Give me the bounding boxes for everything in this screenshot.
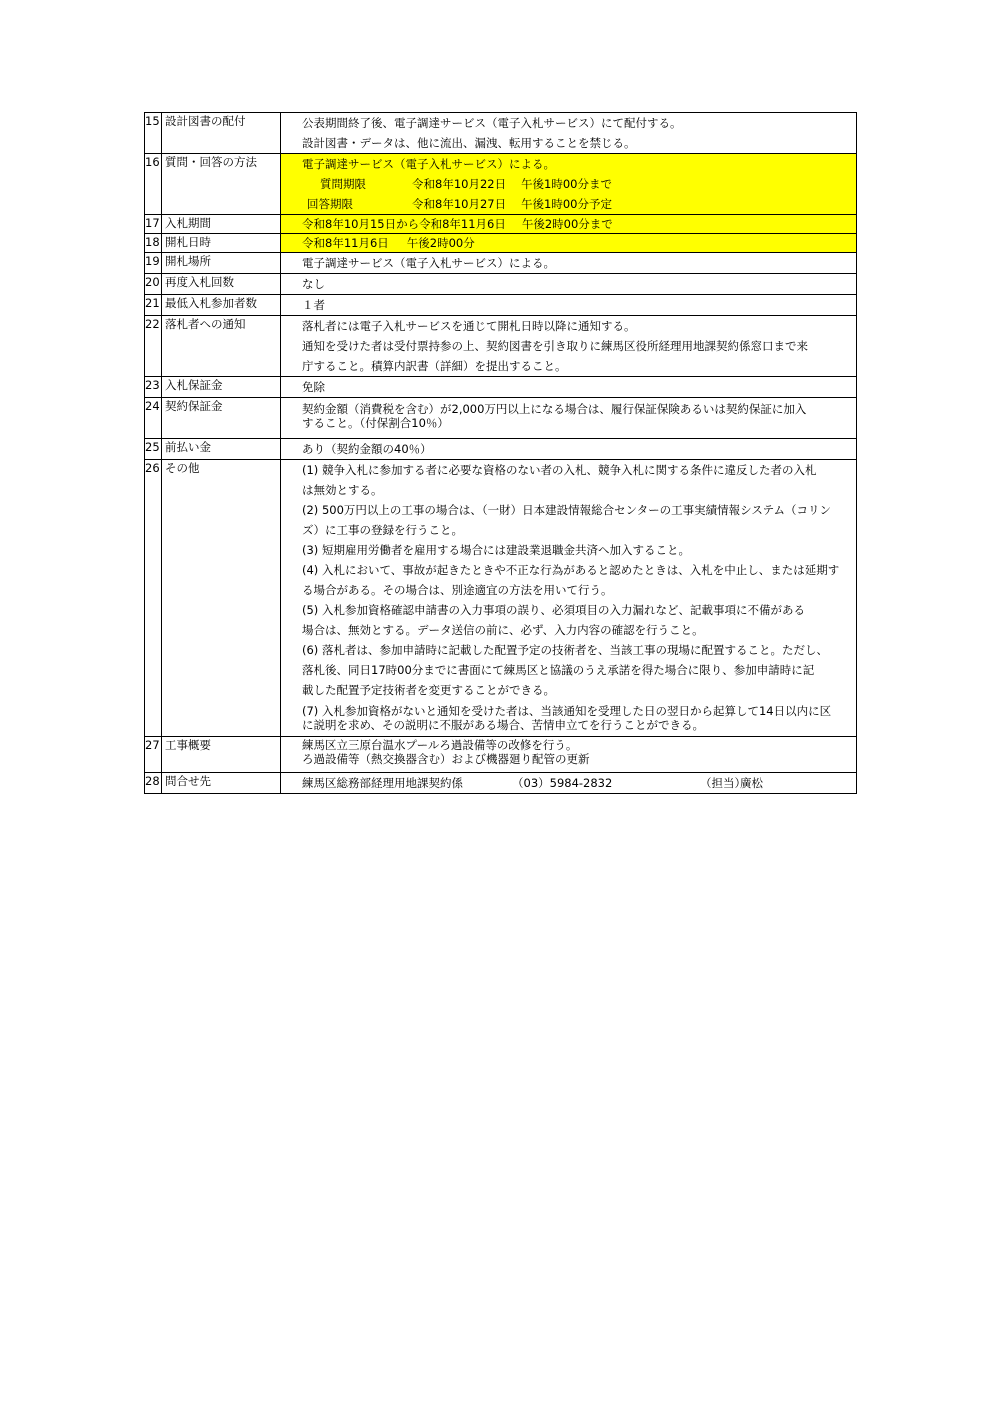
answer-deadline: [302, 194, 852, 214]
item-body: [281, 439, 857, 460]
row-21-min-bidders: [145, 295, 857, 316]
item-body: [281, 773, 857, 794]
item-text: 庁すること。積算内訳書（詳細）を提出すること。: [302, 359, 567, 373]
question-deadline-label: 質問期限: [320, 177, 366, 191]
item-number: 26: [145, 460, 162, 737]
row-17-bid-period: [145, 215, 857, 234]
item-number: 27: [145, 737, 162, 773]
item-text: (3) 短期雇用労働者を雇用する場合には建設業退職金共済へ加入すること。: [302, 543, 690, 557]
item-text: １者: [302, 298, 325, 312]
contact-department: 練馬区総務部経理用地課契約係: [302, 776, 463, 790]
row-27-work-summary: [145, 737, 857, 773]
item-text: (1) 競争入札に参加する者に必要な資格のない者の入札、競争入札に関する条件に違反した者の入札: [302, 463, 817, 477]
item-text: ズ）に工事の登録を行うこと。: [302, 523, 463, 537]
item-number: 15: [145, 113, 162, 154]
item-number: 19: [145, 253, 162, 274]
item-text: 契約金額（消費税を含む）が2,000万円以上になる場合は、履行保証保険あるいは契約保証に加入: [302, 402, 807, 416]
item-text: 電子調達サービス（電子入札サービス）による。: [302, 256, 555, 270]
row-20-rebid-count: [145, 274, 857, 295]
item-label: 工事概要: [162, 737, 281, 773]
answer-deadline-date: 令和8年10月27日: [412, 197, 507, 211]
item-body: [281, 295, 857, 316]
tender-conditions-table: [144, 112, 857, 794]
item-body: [281, 460, 857, 737]
contact-person-label: （担当）: [700, 776, 746, 790]
item-text: 設計図書・データは、他に流出、漏洩、転用することを禁じる。: [302, 136, 636, 150]
item-body: [281, 737, 857, 773]
item-number: 28: [145, 773, 162, 794]
item-number: 20: [145, 274, 162, 295]
item-text: は無効とする。: [302, 483, 383, 497]
contact-person: 廣松: [740, 776, 763, 790]
item-label: 前払い金: [162, 439, 281, 460]
row-26-other: [145, 460, 857, 737]
row-18-opening-datetime: [145, 234, 857, 253]
item-text: 落札者には電子入札サービスを通じて開札日時以降に通知する。: [302, 319, 636, 333]
item-label: その他: [162, 460, 281, 737]
row-15-design-docs: [145, 113, 857, 154]
item-body: [281, 253, 857, 274]
bid-period-range: 令和8年10月15日から令和8年11月6日: [302, 217, 506, 231]
item-text: 免除: [302, 380, 325, 394]
item-text: (5) 入札参加資格確認申請書の入力事項の誤り、必須項目の入力漏れなど、記載事項に不備がある: [302, 603, 805, 617]
item-label: 問合せ先: [162, 773, 281, 794]
opening-time: 午後2時00分: [406, 236, 475, 250]
item-label: 入札期間: [162, 215, 281, 234]
item-text: 落札後、同日17時00分までに書面にて練馬区と協議のうえ承諾を得た場合に限り、参加申請時に記: [302, 663, 815, 677]
item-body: [281, 154, 857, 215]
item-text: すること。（付保割合10％）: [302, 416, 449, 430]
item-text: 通知を受けた者は受付票持参の上、契約図書を引き取りに練馬区役所経理用地課契約係窓口まで来: [302, 339, 808, 353]
answer-deadline-label: 回答期限: [307, 197, 353, 211]
row-28-contact: [145, 773, 857, 794]
item-body: [281, 316, 857, 377]
item-label: 入札保証金: [162, 377, 281, 398]
row-25-advance-payment: [145, 439, 857, 460]
item-text: 載した配置予定技術者を変更することができる。: [302, 683, 555, 697]
question-deadline-date: 令和8年10月22日: [412, 177, 507, 191]
item-body: [281, 398, 857, 439]
item-label: 開札日時: [162, 234, 281, 253]
item-label: 開札場所: [162, 253, 281, 274]
item-body: [281, 377, 857, 398]
item-label: 質問・回答の方法: [162, 154, 281, 215]
item-text: (4) 入札において、事故が起きたときや不正な行為があると認めたときは、入札を中止し、または延期す: [302, 563, 840, 577]
row-22-winner-notice: [145, 316, 857, 377]
item-body: [281, 215, 857, 234]
item-body: [281, 234, 857, 253]
item-number: 17: [145, 215, 162, 234]
question-deadline-time: 午後1時00分まで: [521, 177, 612, 191]
item-label: 再度入札回数: [162, 274, 281, 295]
row-24-performance-bond: [145, 398, 857, 439]
item-text: (2) 500万円以上の工事の場合は、（一財）日本建設情報総合センターの工事実績情報システム（コリン: [302, 503, 832, 517]
item-body: [281, 113, 857, 154]
item-number: 21: [145, 295, 162, 316]
item-text: 場合は、無効とする。データ送信の前に、必ず、入力内容の確認を行うこと。: [302, 623, 704, 637]
item-text: ろ過設備等（熱交換器含む）および機器廻り配管の更新: [302, 752, 590, 766]
question-deadline: [302, 174, 852, 194]
item-body: [281, 274, 857, 295]
item-text: なし: [302, 277, 325, 291]
item-label: 設計図書の配付: [162, 113, 281, 154]
item-text: 電子調達サービス（電子入札サービス）による。: [302, 157, 555, 171]
item-text: 公表期間終了後、電子調達サービス（電子入札サービス）にて配付する。: [302, 116, 682, 130]
item-number: 25: [145, 439, 162, 460]
contact-phone: （03）5984-2832: [512, 776, 613, 790]
item-label: 落札者への通知: [162, 316, 281, 377]
item-number: 23: [145, 377, 162, 398]
item-number: 24: [145, 398, 162, 439]
item-number: 18: [145, 234, 162, 253]
item-label: 最低入札参加者数: [162, 295, 281, 316]
item-number: 22: [145, 316, 162, 377]
item-text: に説明を求め、その説明に不服がある場合、苦情申立てを行うことができる。: [302, 718, 705, 732]
bid-period-end-time: 午後2時00分まで: [521, 217, 613, 231]
item-text: (6) 落札者は、参加申請時に記載した配置予定の技術者を、当該工事の現場に配置すること。ただし、: [302, 643, 828, 657]
item-label: 契約保証金: [162, 398, 281, 439]
item-text: あり（契約金額の40％）: [302, 442, 432, 456]
row-19-opening-place: [145, 253, 857, 274]
item-text: 練馬区立三原台温水プールろ過設備等の改修を行う。: [302, 738, 578, 752]
item-text: る場合がある。その場合は、別途適宜の方法を用いて行う。: [302, 583, 613, 597]
answer-deadline-time: 午後1時00分予定: [521, 197, 612, 211]
row-16-qa-method: [145, 154, 857, 215]
item-number: 16: [145, 154, 162, 215]
opening-date: 令和8年11月6日: [302, 236, 389, 250]
item-text: (7) 入札参加資格がないと通知を受けた者は、当該通知を受理した日の翌日から起算して14日以内に区: [302, 704, 832, 718]
row-23-bid-bond: [145, 377, 857, 398]
